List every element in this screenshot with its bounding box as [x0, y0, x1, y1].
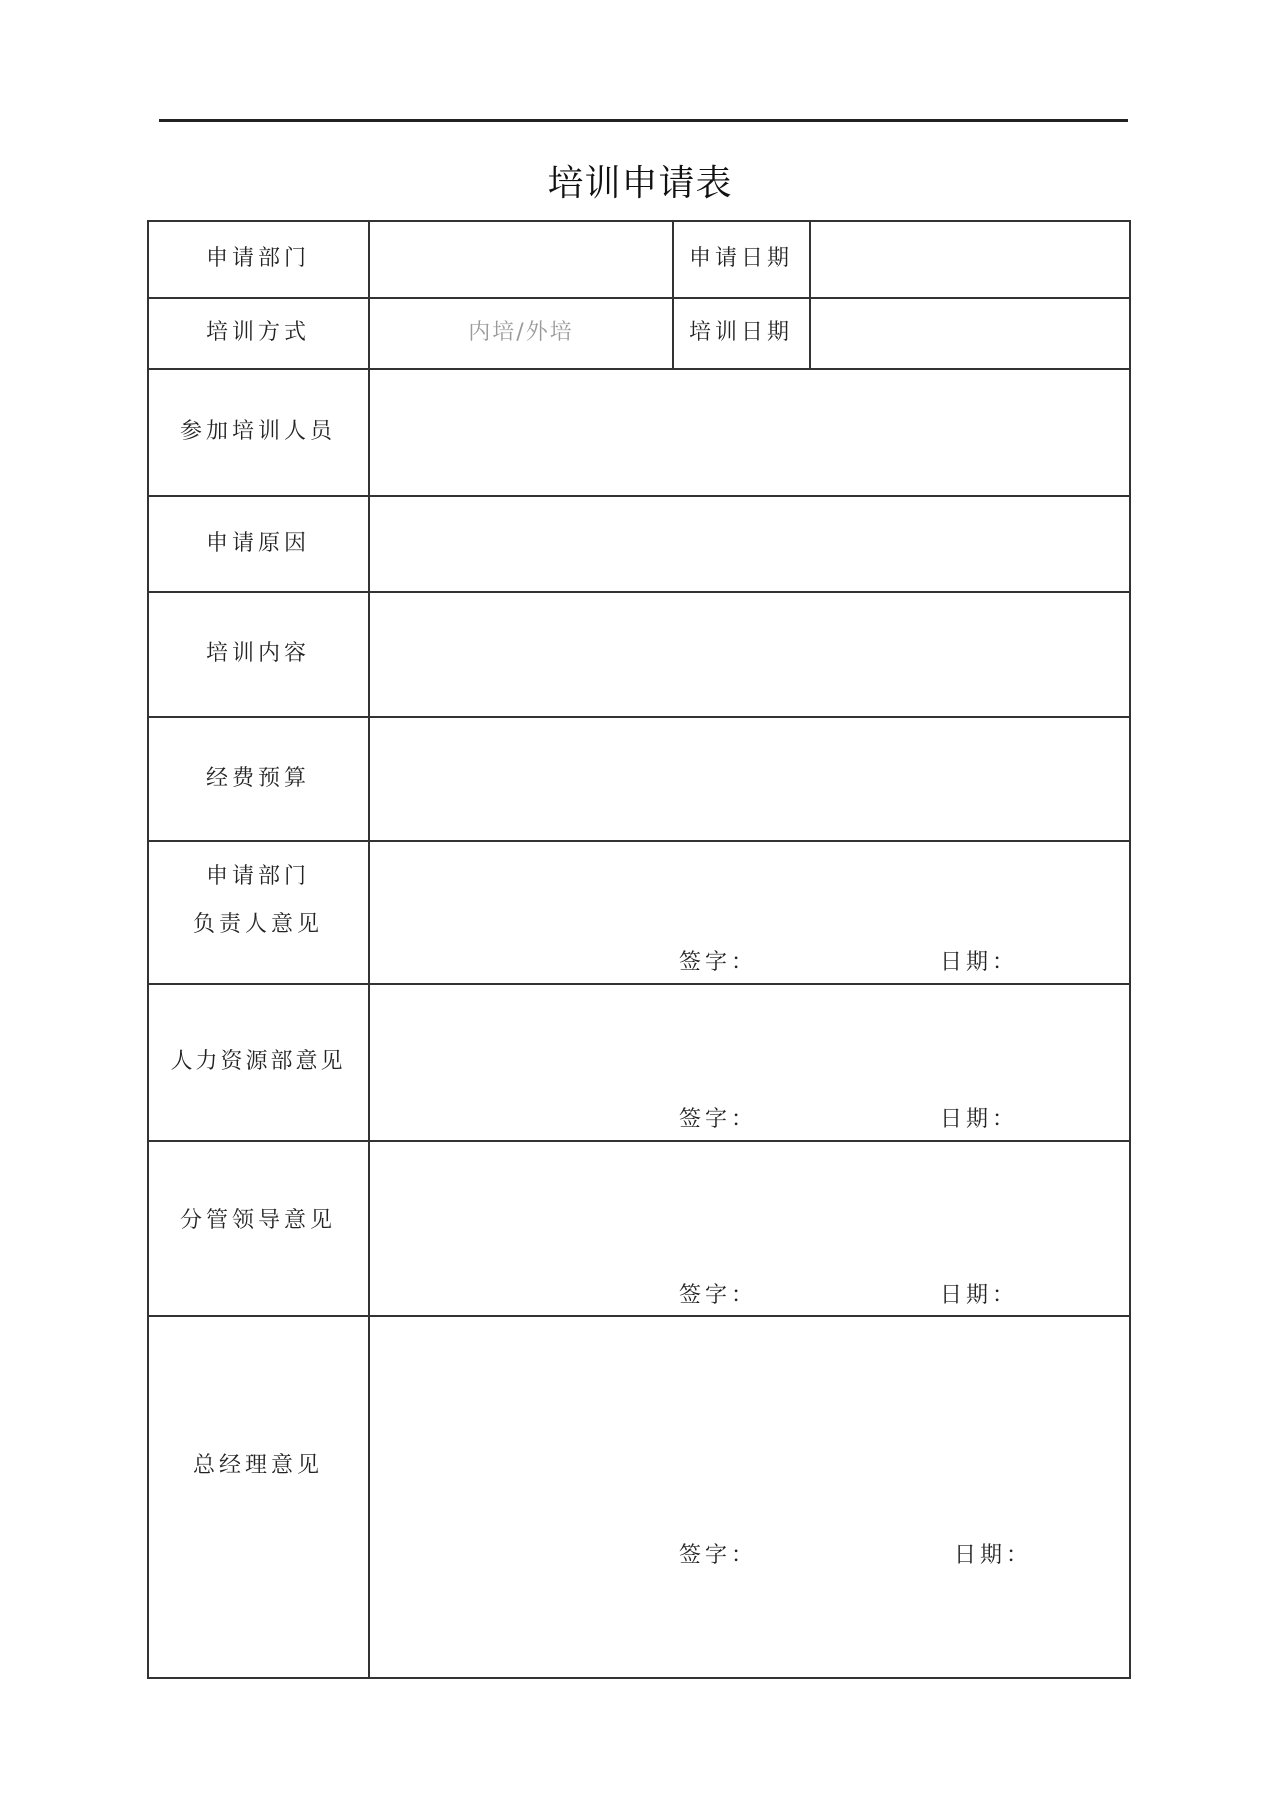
budget-field[interactable]	[370, 717, 1129, 840]
label-line-1: 申请部门	[205, 864, 310, 889]
signature-label: 签字：	[679, 1543, 758, 1568]
label-training-method: 培训方式	[205, 320, 310, 345]
label-application-date: 申请日期	[688, 246, 793, 271]
date-label: 日期：	[940, 950, 1019, 975]
application-reason-field[interactable]	[370, 496, 1129, 591]
header-rule	[159, 119, 1128, 122]
label-training-content: 培训内容	[205, 641, 310, 666]
signature-label: 签字：	[679, 1283, 758, 1308]
training-content-field[interactable]	[370, 592, 1129, 716]
label-participants: 参加培训人员	[179, 419, 336, 444]
date-label: 日期：	[954, 1543, 1033, 1568]
participants-field[interactable]	[370, 369, 1129, 495]
label-budget: 经费预算	[205, 765, 310, 791]
training-date-field[interactable]	[811, 298, 1129, 368]
training-method-field[interactable]: 内培/外培	[468, 320, 574, 345]
label-line-2: 负责人意见	[192, 912, 323, 937]
label-applying-department: 申请部门	[205, 246, 310, 271]
label-training-date: 培训日期	[688, 320, 793, 345]
page-title: 培训申请表	[547, 163, 733, 204]
label-gm-opinion: 总经理意见	[192, 1453, 323, 1478]
signature-label: 签字：	[679, 950, 758, 975]
date-label: 日期：	[940, 1107, 1019, 1132]
date-label: 日期：	[940, 1283, 1019, 1308]
gm-opinion-field[interactable]	[370, 1316, 1129, 1677]
label-hr-opinion: 人力资源部意见	[170, 1049, 346, 1074]
signature-label: 签字：	[679, 1107, 758, 1132]
label-application-reason: 申请原因	[205, 530, 310, 556]
application-date-field[interactable]	[811, 221, 1129, 297]
table-border-right	[1129, 220, 1131, 1679]
label-dept-head-opinion	[148, 841, 368, 961]
table-border-bottom	[147, 1677, 1130, 1679]
applying-department-field[interactable]	[370, 221, 672, 297]
label-supervisor-opinion: 分管领导意见	[179, 1208, 336, 1233]
